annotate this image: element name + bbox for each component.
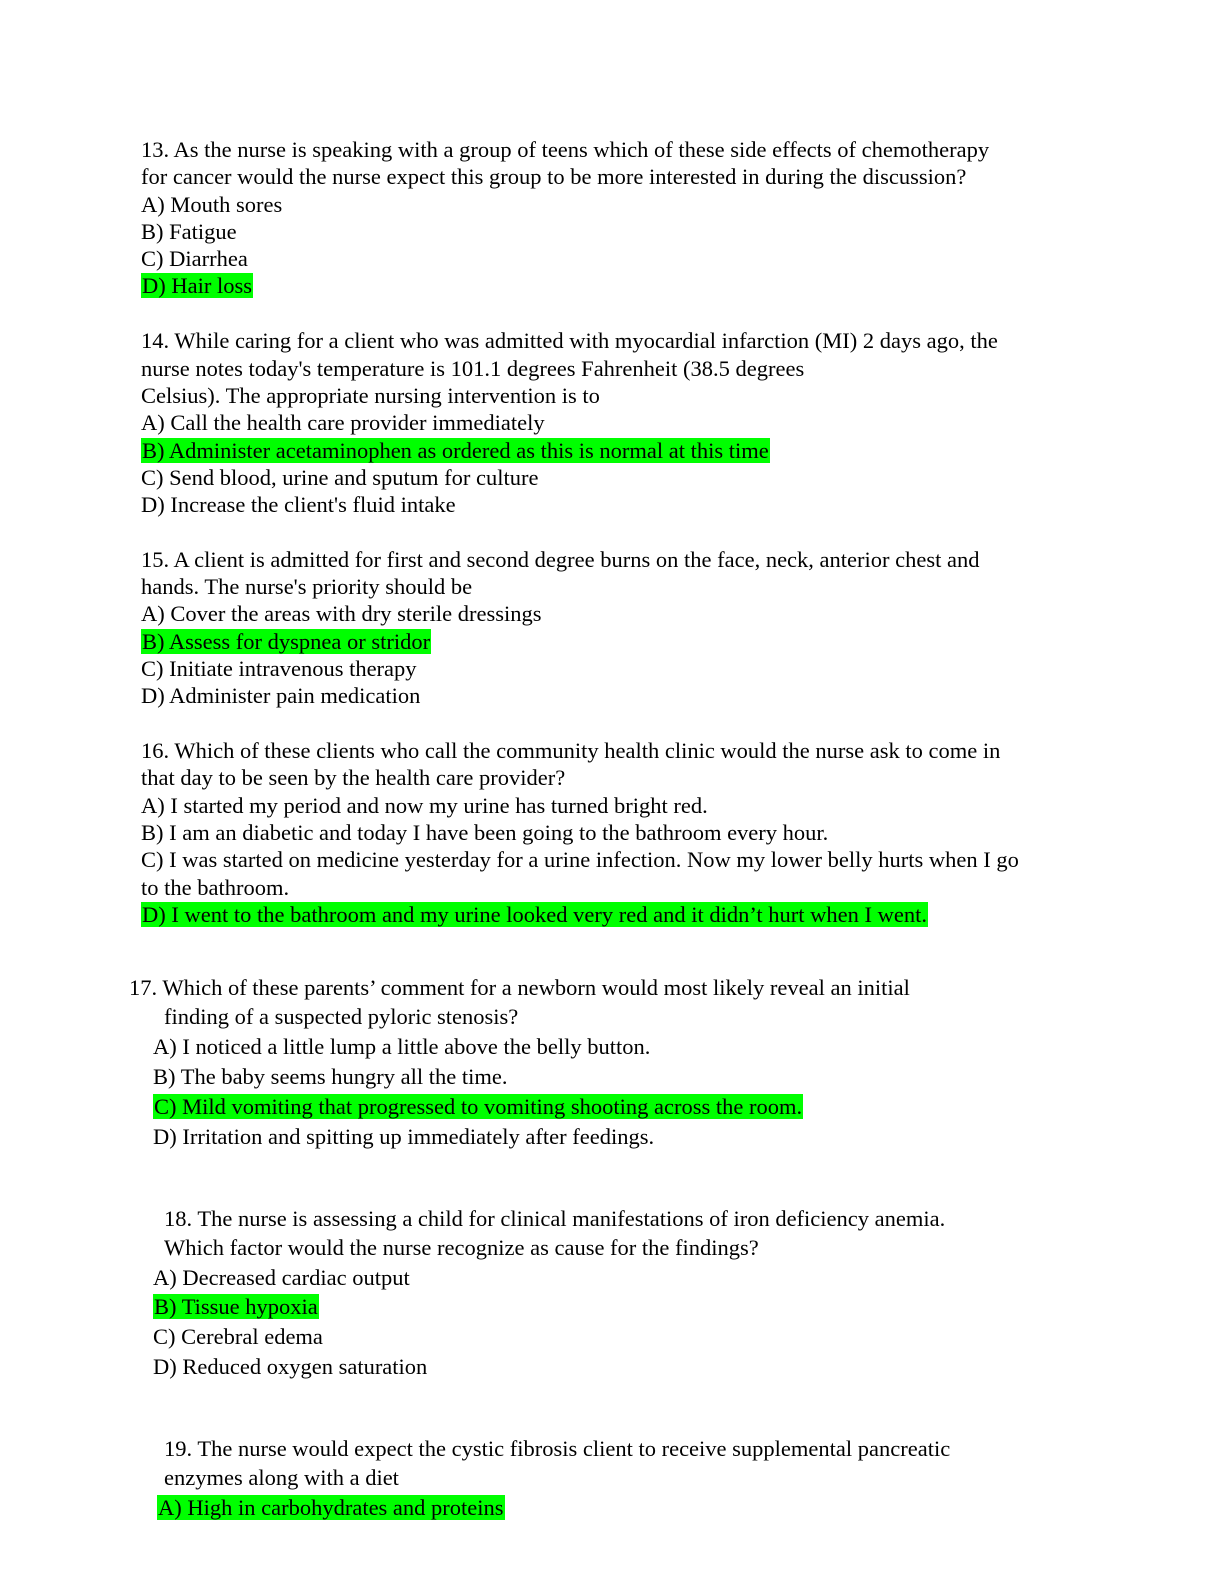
answer-option-d: D) Irritation and spitting up immediately after feedings. <box>153 1124 655 1149</box>
question-stem-line: 14. While caring for a client who was admitted with myocardial infarction (MI) 2 days ago, the <box>141 328 998 353</box>
answer-option-b: B) Fatigue <box>141 219 237 244</box>
answer-option-c-continued: to the bathroom. <box>141 875 290 900</box>
highlighted-answer-c: C) Mild vomiting that progressed to vomiting shooting across the room. <box>154 1094 803 1119</box>
highlighted-answer-b: B) Assess for dyspnea or stridor <box>142 629 431 654</box>
question-stem-line: 13. As the nurse is speaking with a group of teens which of these side effects of chemotherapy <box>141 137 990 162</box>
answer-option-a: A) Decreased cardiac output <box>153 1265 410 1290</box>
question-stem-line: for cancer would the nurse expect this group to be more interested in during the discussion? <box>141 164 967 189</box>
answer-option-a: A) I started my period and now my urine has turned bright red. <box>141 793 708 818</box>
answer-option-c: C) Initiate intravenous therapy <box>141 656 417 681</box>
answer-option-a: A) Mouth sores <box>141 192 283 217</box>
answer-option-c: C) I was started on medicine yesterday for a urine infection. Now my lower belly hurts when I go <box>141 847 1019 872</box>
answer-option-d: D) Reduced oxygen saturation <box>153 1354 428 1379</box>
answer-option-a: A) Cover the areas with dry sterile dressings <box>141 601 542 626</box>
highlighted-answer-b: B) Administer acetaminophen as ordered as this is normal at this time <box>142 438 769 463</box>
answer-option-b: B) I am an diabetic and today I have been going to the bathroom every hour. <box>141 820 829 845</box>
question-stem-line: 17. Which of these parents’ comment for a newborn would most likely reveal an initial <box>129 975 910 1000</box>
question-stem-line: finding of a suspected pyloric stenosis? <box>164 1004 519 1029</box>
question-stem-line: 18. The nurse is assessing a child for clinical manifestations of iron deficiency anemia. <box>164 1206 946 1231</box>
answer-option-b: B) The baby seems hungry all the time. <box>153 1064 508 1089</box>
question-stem-line: Which factor would the nurse recognize as cause for the findings? <box>164 1235 759 1260</box>
answer-option-c: C) Cerebral edema <box>153 1324 323 1349</box>
answer-option-d: D) Administer pain medication <box>141 683 421 708</box>
highlighted-answer-a: A) High in carbohydrates and proteins <box>158 1495 504 1520</box>
highlighted-answer-d: D) Hair loss <box>142 273 252 298</box>
question-stem-line: that day to be seen by the health care provider? <box>141 765 566 790</box>
question-stem-line: enzymes along with a diet <box>164 1465 399 1490</box>
highlighted-answer-b: B) Tissue hypoxia <box>154 1294 318 1319</box>
question-stem-line: 16. Which of these clients who call the community health clinic would the nurse ask to come in <box>141 738 1001 763</box>
question-stem-line: hands. The nurse's priority should be <box>141 574 473 599</box>
answer-option-a: A) Call the health care provider immediately <box>141 410 545 435</box>
answer-option-c: C) Send blood, urine and sputum for culture <box>141 465 539 490</box>
answer-option-a: A) I noticed a little lump a little above the belly button. <box>153 1034 651 1059</box>
answer-option-c: C) Diarrhea <box>141 246 248 271</box>
answer-option-d: D) Increase the client's fluid intake <box>141 492 456 517</box>
question-stem-line: Celsius). The appropriate nursing intervention is to <box>141 383 600 408</box>
highlighted-answer-d: D) I went to the bathroom and my urine looked very red and it didn’t hurt when I went. <box>142 902 928 927</box>
question-stem-line: 19. The nurse would expect the cystic fibrosis client to receive supplemental pancreatic <box>164 1436 951 1461</box>
question-stem-line: 15. A client is admitted for first and second degree burns on the face, neck, anterior chest and <box>141 547 980 572</box>
question-stem-line: nurse notes today's temperature is 101.1 degrees Fahrenheit (38.5 degrees <box>141 356 805 381</box>
